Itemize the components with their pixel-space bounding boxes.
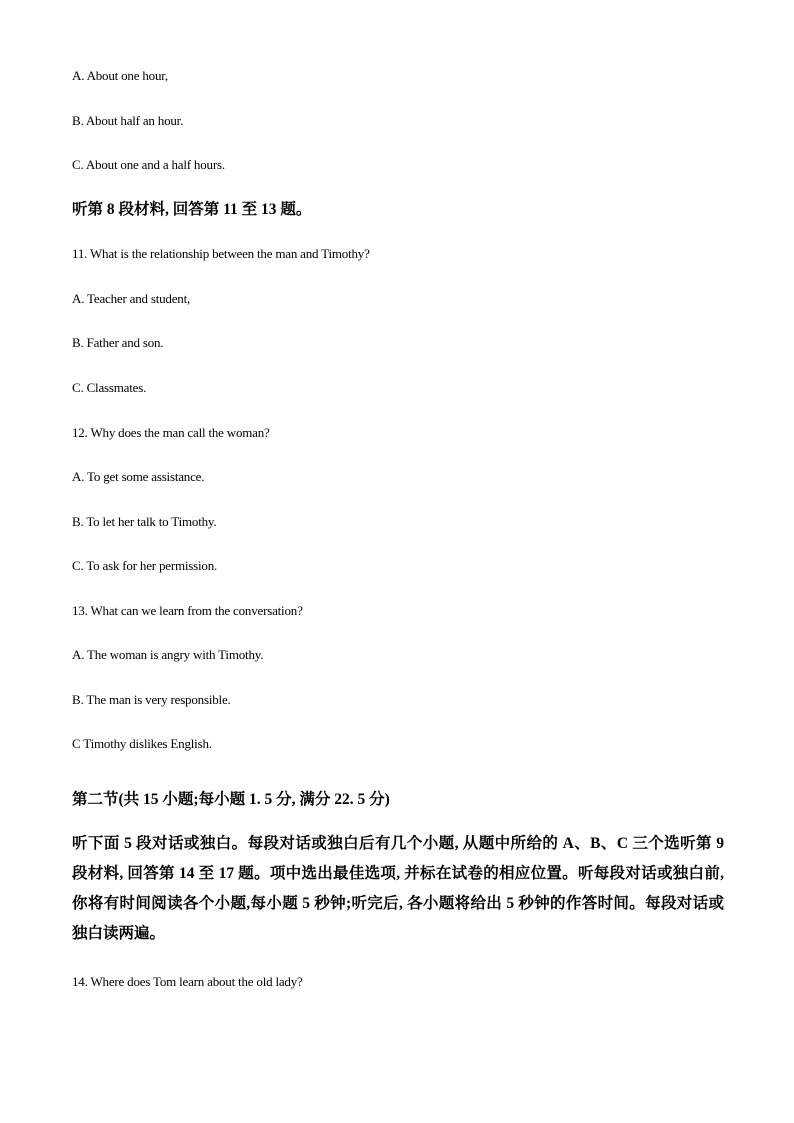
q13-stem: 13. What can we learn from the conversation? [72,603,303,618]
q10-option-b: B. About half an hour. [72,113,184,128]
section-8-heading: 听第 8 段材料, 回答第 11 至 13 题。 [72,201,312,218]
q14-stem: 14. Where does Tom learn about the old lady? [72,974,303,989]
q11-option-b: B. Father and son. [72,335,164,350]
q10-option-a: A. About one hour, [72,68,168,83]
part2-heading: 第二节(共 15 小题;每小题 1. 5 分, 满分 22. 5 分) [72,791,390,808]
q11-option-a: A. Teacher and student, [72,291,191,306]
part2-instructions: 听下面 5 段对话或独白。每段对话或独白后有几个小题, 从题中所给的 A、B、C 三个选听第 9 段材料, 回答第 14 至 17 题。项中选出最佳选项, 并标在试卷的相应位置。听每段对话或独白前, 你将有时间阅读各个小题,每小题 5 秒钟;听完后, 各小题将给出 5 秒钟的作答时间。每段对话或独白读两遍。 [72,835,724,942]
q11-option-c: C. Classmates. [72,380,147,395]
q12-option-b: B. To let her talk to Timothy. [72,514,217,529]
q13-option-c: C Timothy dislikes English. [72,736,212,751]
q13-option-b: B. The man is very responsible. [72,692,231,707]
q12-stem: 12. Why does the man call the woman? [72,425,270,440]
q11-stem: 11. What is the relationship between the man and Timothy? [72,246,370,261]
q13-option-a: A. The woman is angry with Timothy. [72,647,264,662]
q12-option-c: C. To ask for her permission. [72,558,218,573]
q10-option-c: C. About one and a half hours. [72,157,225,172]
q12-option-a: A. To get some assistance. [72,469,205,484]
